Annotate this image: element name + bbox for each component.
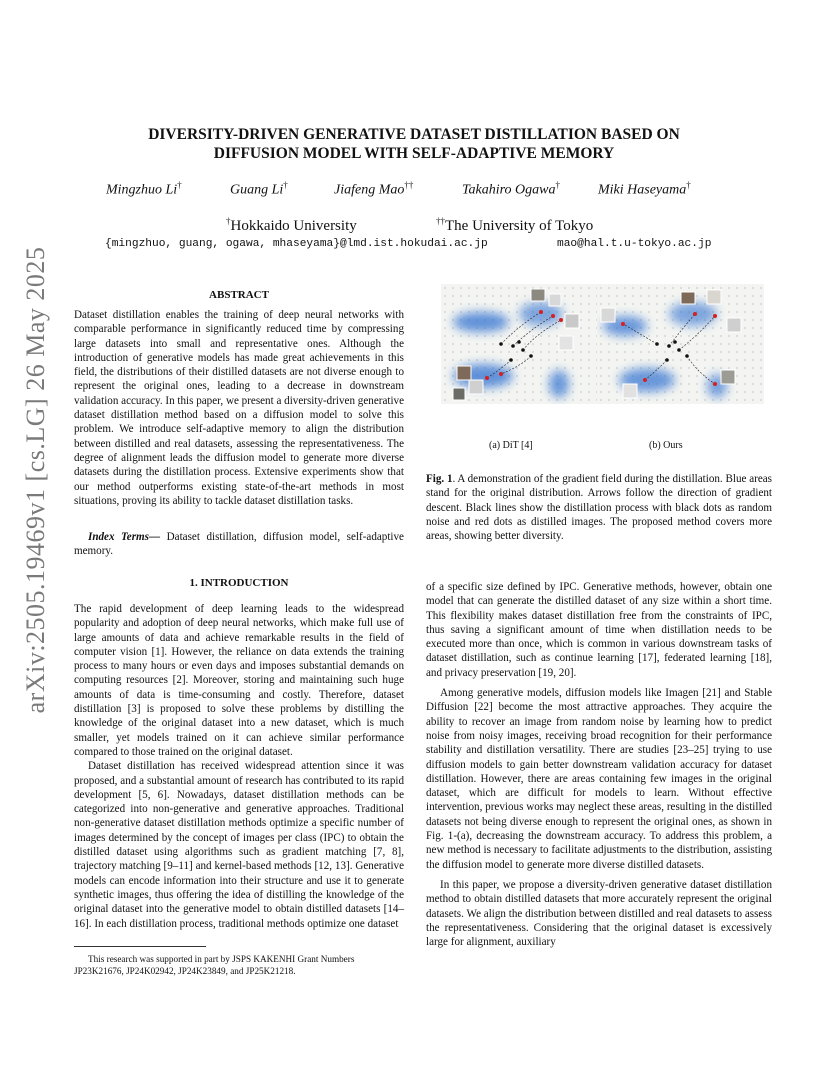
- abstract-body: [74, 308, 404, 508]
- index-terms: [74, 530, 404, 559]
- figure-panel-ours: [597, 284, 764, 404]
- email-2: mao@hal.t.u-tokyo.ac.jp: [557, 238, 712, 250]
- intro-paragraph-2: Dataset distillation has received widespread attention since it was proposed, and a substantial amount of research has contributed to its rapid development [5, 6]. Nowadays, dataset distillation methods can be categorized into non-generative and generative approaches. Traditional non-generative dataset distillation methods optimize a specific number of images determined by the concept of images per class (IPC) to obtain the distilled dataset using algorithms such as gradient matching [7, 8], trajectory matching [9–11] and kernel-based methods [12, 13]. Generative models can encode information into their structure and use it to generate synthetic images, thus offering the idea of distilling the knowledge of the original dataset into the generative model to obtain distilled datasets [14–16]. In each distillation process, traditional methods optimize one dataset: [74, 760, 404, 930]
- index-terms-label: Index Terms—: [88, 531, 161, 543]
- author-5: Miki Haseyama†: [598, 180, 691, 198]
- subcaption-dit: (a) DiT [4]: [489, 440, 533, 451]
- figure-1-caption: [426, 472, 772, 543]
- abstract-heading: ABSTRACT: [209, 289, 269, 301]
- title-line-2: DIFFUSION MODEL WITH SELF-ADAPTIVE MEMORY: [213, 145, 615, 162]
- footnote: This research was supported in part by JSPS KAKENHI Grant Numbers JP23K21676, JP24K02942, JP24K23849, and JP25K21218.: [74, 954, 355, 976]
- affiliation-1: †Hokkaido University: [226, 216, 357, 234]
- author-2: Guang Li†: [230, 180, 288, 198]
- figure-1: [441, 284, 784, 451]
- intro-paragraph-1: The rapid development of deep learning leads to the widespread popularity and adoption of deep neural networks, which make full use of large amounts of data and achieve remarkable results in the field of computer vision [1]. However, the reliance on data extends the training process to many hours or even days and imposes substantial demands on computing resources [2]. Moreover, storing and maintaining such huge amounts of data is time-consuming and costly. Therefore, dataset distillation [3] is proposed to solve these problems by distilling the knowledge of the original dataset into a new dataset, which is much smaller, yet models trained on it can achieve similar performance compared to those trained on the original dataset.: [74, 603, 404, 758]
- right-paragraph-1: of a specific size defined by IPC. Generative methods, however, obtain one model that can generate the distilled dataset of any size within a short time. This flexibility makes dataset distillation free from the constraints of IPC, thus saving a significant amount of time when distillation needs to be executed more than once, which is common in various downstream tasks of dataset distillation, such as continue learning [17], federated learning [18], and privacy preservation [19, 20].: [426, 581, 772, 679]
- arxiv-identifier: arXiv:2505.19469v1 [cs.LG] 26 May 2025: [21, 246, 50, 714]
- introduction-body: [74, 602, 404, 931]
- right-column-body: [426, 580, 772, 949]
- index-terms-text: Dataset distillation, diffusion model, self-adaptive memory.: [74, 531, 404, 558]
- section-heading-introduction: 1. INTRODUCTION: [189, 577, 289, 589]
- author-3: Jiafeng Mao††: [334, 180, 414, 198]
- figure-panel-dit: [441, 284, 608, 404]
- subcaption-ours: (b) Ours: [649, 440, 683, 451]
- right-paragraph-3: In this paper, we propose a diversity-driven generative dataset distillation method to obtain distilled datasets that more accurately represent the original datasets. We align the distribution between distilled and real datasets to assess the representativeness. Considering that the original dataset is excessively large for alignment, auxiliary: [426, 878, 772, 949]
- abstract-text: Dataset distillation enables the training of deep neural networks with comparable performance in significantly reduced time by compressing large datasets into small and representative ones. Although the introduction of generative models has made great achievements in this field, the distributions of their distilled datasets are not diverse enough to represent the original ones, leading to a decrease in downstream validation accuracy. In this paper, we present a diversity-driven generative dataset distillation method based on a diffusion model to solve this problem. We introduce self-adaptive memory to align the distribution between distilled and real datasets, assessing the representativeness. The degree of alignment leads the diffusion model to generate more diverse datasets during the distillation process. Extensive experiments show that our method outperforms existing state-of-the-art methods in most situations, proving its ability to tackle dataset distillation tasks.: [74, 309, 404, 507]
- affiliation-2: ††The University of Tokyo: [436, 216, 594, 234]
- author-1: Mingzhuo Li†: [106, 180, 182, 198]
- title-line-1: DIVERSITY-DRIVEN GENERATIVE DATASET DISTILLATION BASED ON: [148, 126, 680, 143]
- author-list: [100, 180, 728, 202]
- figure-label: Fig. 1: [426, 473, 453, 485]
- right-paragraph-2: Among generative models, diffusion models like Imagen [21] and Stable Diffusion [22] become the most attractive approaches. They acquire the ability to recover an image from random noise by learning how to predict noise from noisy images, receiving broad recognition for their performance stability and distillation versatility. There are studies [23–25] trying to use diffusion models to gain better downstream validation accuracy for dataset distillation. However, there are areas containing few images in the original dataset, which are difficult for models to learn. Without effective intervention, previous works may neglect these areas, resulting in the distilled datasets not being diverse enough to represent the original ones, as shown in Fig. 1-(a), decreasing the downstream accuracy. To address this problem, a new method is necessary to facilitate adjustments to the distribution, assisting the diffusion model to generate more diverse distilled datasets.: [426, 687, 772, 871]
- paper-title: [100, 125, 728, 163]
- arxiv-sidebar: [10, 246, 62, 714]
- footnote-rule: [74, 946, 206, 947]
- author-4: Takahiro Ogawa†: [462, 180, 560, 198]
- figure-caption-text: . A demonstration of the gradient field during the distillation. Blue areas stand for the original distribution. Arrows follow the direction of gradient descent. Black lines show the distillation process with black dots as random noise and red dots as distilled images. The proposed method covers more areas, showing better diversity.: [426, 473, 772, 543]
- email-1: {mingzhuo, guang, ogawa, mhaseyama}@lmd.ist.hokudai.ac.jp: [105, 238, 488, 250]
